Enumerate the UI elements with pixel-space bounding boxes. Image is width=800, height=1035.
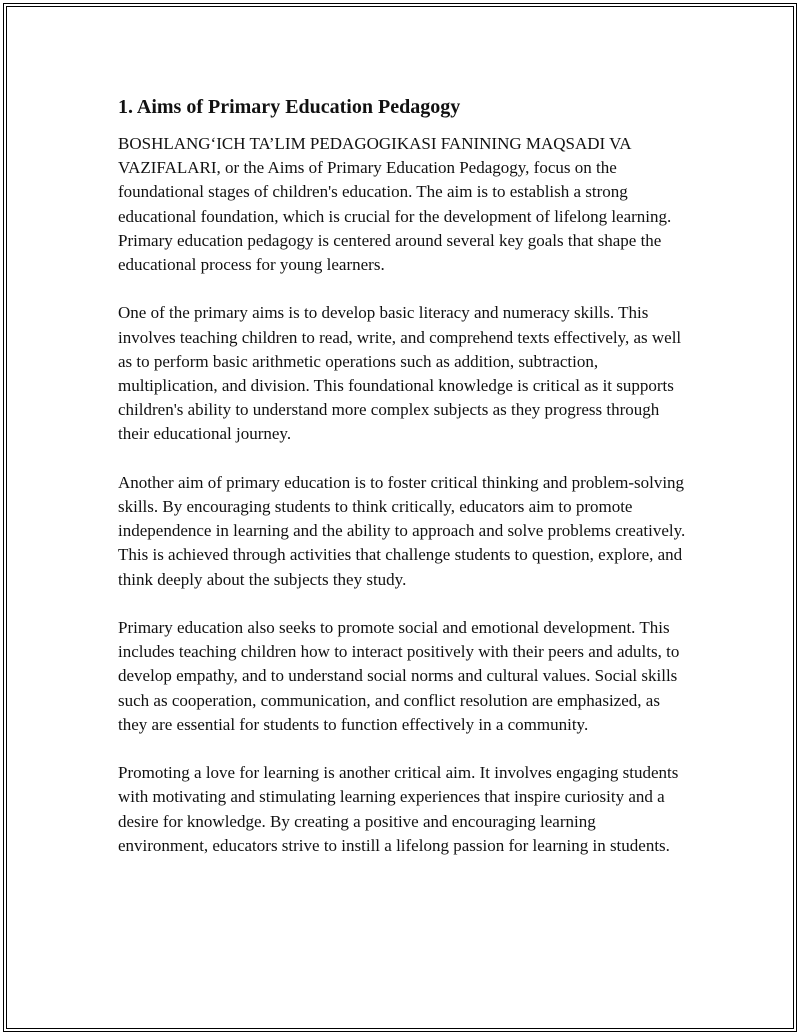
paragraph-love-for-learning: Promoting a love for learning is another critical aim. It involves engaging students with motivating and stimulating learning experiences that inspire curiosity and a desire for knowledge. By creating a positive and encouraging learning environment, educators strive to instill a lifelong passion for learning in students. [118, 763, 679, 855]
paragraph-critical-thinking: Another aim of primary education is to foster critical thinking and problem-solving skills. By encouraging students to think critically, educators aim to promote independence in learning and the ability to approach and solve problems creatively. This is achieved through activities that challenge students to question, explore, and think deeply about the subjects they study. [118, 472, 686, 589]
document-body [118, 94, 688, 882]
paragraph-literacy: One of the primary aims is to develop basic literacy and numeracy skills. This involves teaching children to read, write, and comprehend texts effectively, as well as to perform basic arithmetic operations such as addition, subtraction, multiplication, and division. This foundational knowledge is critical as it supports children's ability to understand more complex subjects as they progress through their educational journey. [118, 303, 682, 444]
section-heading: 1. Aims of Primary Education Pedagogy [118, 96, 461, 118]
paragraph-social-emotional: Primary education also seeks to promote social and emotional development. This includes teaching children how to interact positively with their peers and adults, to develop empathy, and to understand social norms and cultural values. Social skills such as cooperation, communication, and conflict resolution are emphasized, as they are essential for students to function effectively in a community. [118, 618, 680, 734]
paragraph-intro: BOSHLANG‘ICH TA’LIM PEDAGOGIKASI FANINING MAQSADI VA VAZIFALARI, or the Aims of Primary Education Pedagogy, focus on the foundational stages of children's education. The aim is to establish a strong educational foundation, which is crucial for the development of lifelong learning. Primary education pedagogy is centered around several key goals that shape the educational process for young learners. [118, 134, 672, 275]
